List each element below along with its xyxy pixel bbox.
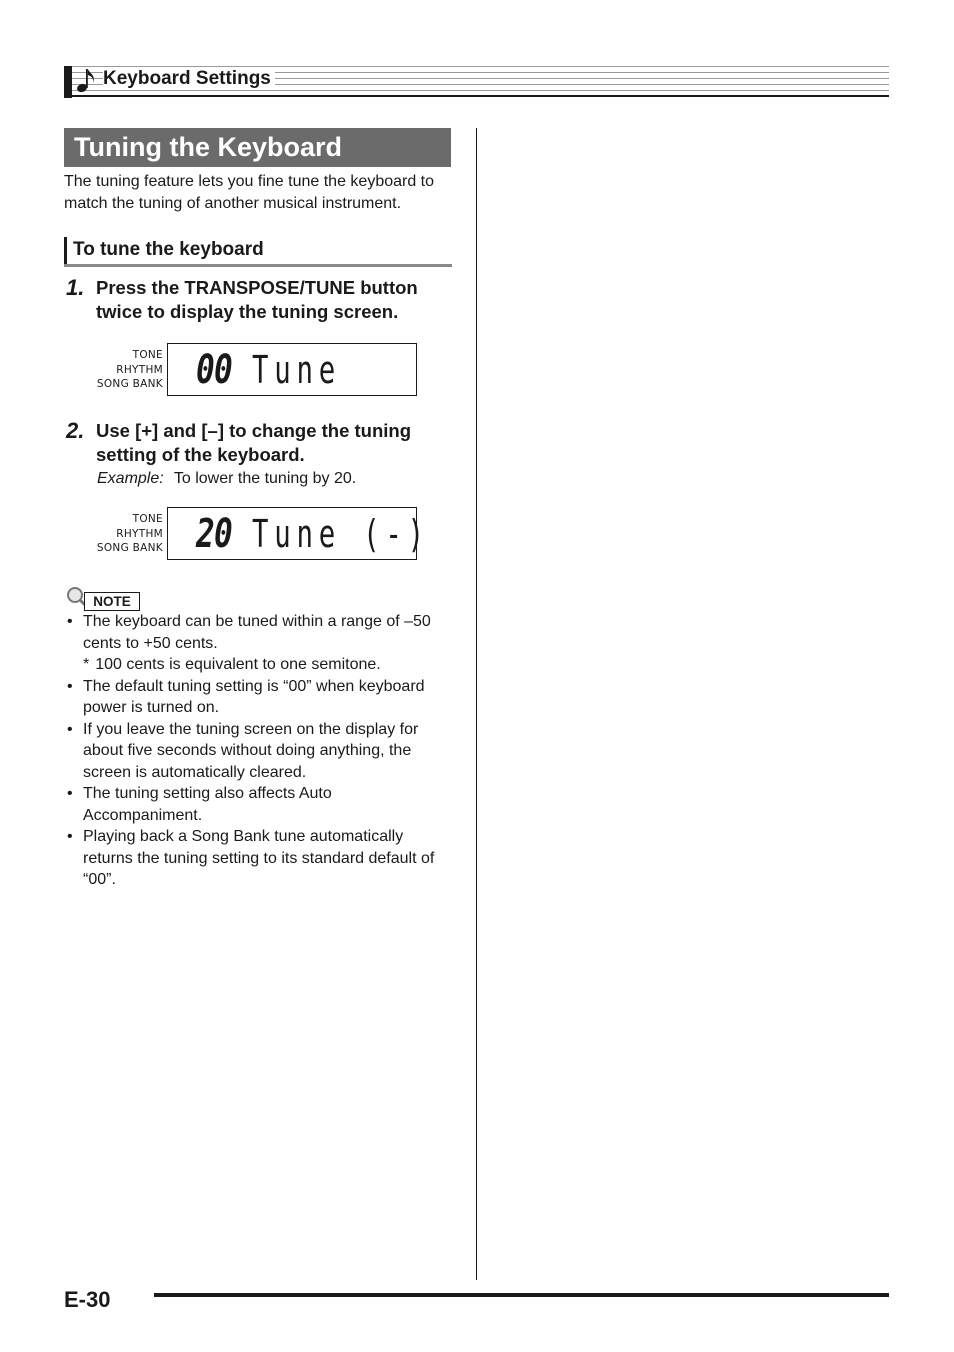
example-line: [97, 468, 356, 489]
display-label-tone: TONE: [132, 349, 163, 361]
section-banner: [64, 128, 451, 167]
footer-rule: [154, 1293, 889, 1297]
subheading: To tune the keyboard: [73, 239, 264, 260]
display-label-rhythm: RHYTHM: [116, 527, 163, 540]
header-rule: [64, 95, 889, 97]
display-label-rhythm: RHYTHM: [116, 363, 163, 376]
music-note-icon: [76, 66, 98, 94]
display-text: Tune (-): [252, 512, 430, 556]
display-text: Tune: [252, 348, 341, 392]
step-instruction: Use [+] and [–] to change the tuning setting of the keyboard.: [96, 420, 412, 465]
lcd-display: [167, 343, 417, 396]
footnote-text: 100 cents is equivalent to one semitone.: [95, 656, 381, 673]
note-item: • The tuning setting also affects Auto Accompaniment.: [64, 783, 454, 826]
header-marker: [64, 66, 72, 98]
display-mode-labels: [93, 348, 163, 392]
note-item: • The keyboard can be tuned within a range of –50 cents to +50 cents.: [64, 611, 454, 654]
intro-paragraph: The tuning feature lets you fine tune the keyboard to match the tuning of another musical instrument.: [64, 173, 435, 212]
display-label-tone: TONE: [132, 513, 163, 525]
note-label: NOTE: [84, 592, 140, 611]
asterisk-mark: *: [83, 656, 90, 673]
display-mode-labels: [93, 512, 163, 556]
page-number: E-30: [64, 1287, 111, 1312]
subheading-bar: [64, 237, 67, 265]
note-list: [64, 611, 454, 891]
lcd-display: [167, 507, 430, 560]
note-footnote: [64, 654, 454, 676]
header-title: Keyboard Settings: [103, 68, 275, 90]
example-label: Example:: [97, 470, 164, 487]
display-digits: 00: [196, 347, 233, 393]
step-number: 1.: [66, 275, 85, 300]
display-label-song-bank: SONG BANK: [96, 378, 163, 390]
example-text: To lower the tuning by 20.: [173, 470, 357, 487]
display-digits: 20: [196, 511, 233, 557]
column-divider: [476, 128, 477, 1280]
section-title: Tuning the Keyboard: [74, 132, 342, 162]
note-item: • If you leave the tuning screen on the display for about five seconds without doing anything, the screen is automatically cleared.: [64, 719, 454, 784]
display-label-song-bank: SONG BANK: [96, 542, 163, 554]
step-instruction: Press the TRANSPOSE/TUNE button twice to display the tuning screen.: [96, 277, 418, 322]
step-number: 2.: [66, 418, 85, 443]
note-item: • The default tuning setting is “00” when keyboard power is turned on.: [64, 676, 454, 719]
subheading-rule: [64, 264, 452, 267]
note-item: • Playing back a Song Bank tune automatically returns the tuning setting to its standard default of “00”.: [64, 826, 454, 891]
